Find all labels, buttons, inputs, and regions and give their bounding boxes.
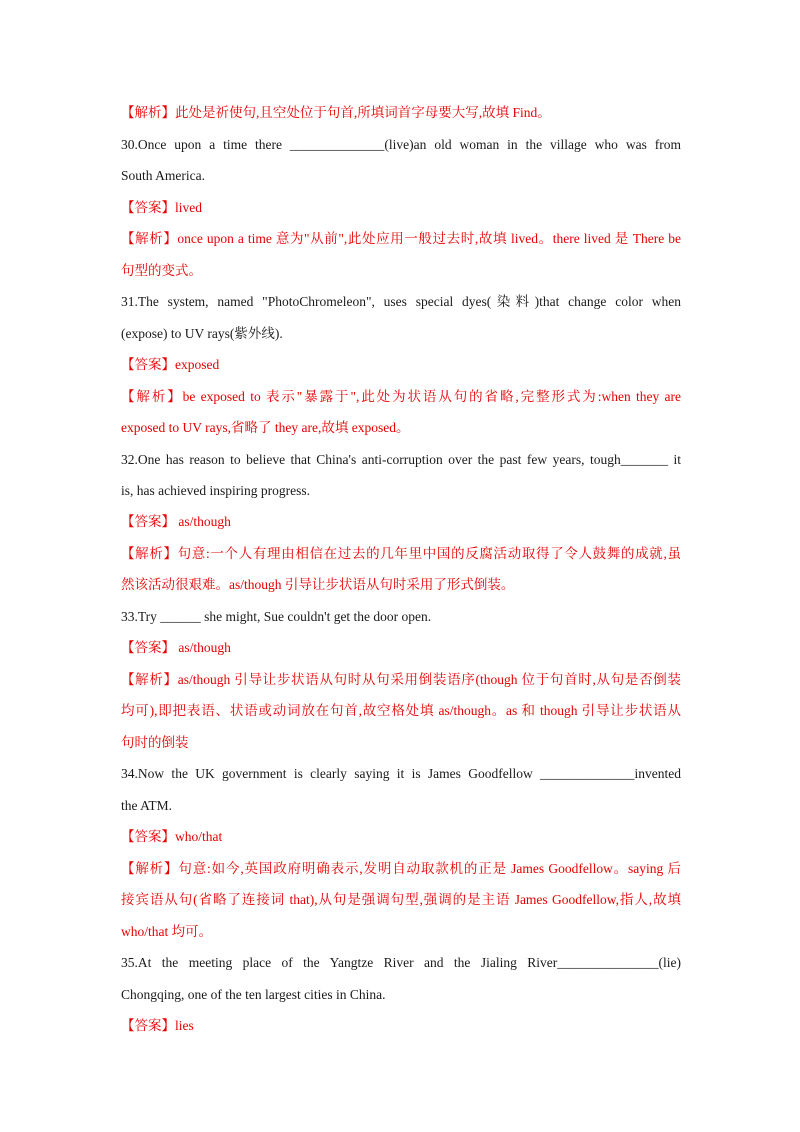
question-30-line-2: South America.	[121, 168, 205, 183]
explanation-30-line-1: 【解析】once upon a time 意为"从前",此处应用一般过去时,故填 lived。there lived 是 There be	[121, 231, 681, 246]
explanation-34-line-1: 【解析】句意:如今,英国政府明确表示,发明自动取款机的正是 James Goodfellow。saying 后	[121, 861, 681, 876]
explanation-29: 【解析】此处是祈使句,且空处位于句首,所填词首字母要大写,故填 Find。	[121, 105, 551, 120]
question-32-line-2: is, has achieved inspiring progress.	[121, 483, 310, 498]
explanation-32-line-2: 然该活动很艰难。as/though 引导让步状语从句时采用了形式倒装。	[121, 577, 515, 592]
answer-30: 【答案】lived	[121, 200, 202, 215]
question-31-line-1: 31.The system, named "PhotoChromeleon", uses special dyes(染料)that change color when	[121, 294, 681, 309]
explanation-34-line-2: 接宾语从句(省略了连接词 that),从句是强调句型,强调的是主语 James Goodfellow,指人,故填	[121, 892, 681, 907]
explanation-30-line-2: 句型的变式。	[121, 263, 202, 278]
explanation-34-line-3: who/that 均可。	[121, 924, 213, 939]
answer-34: 【答案】who/that	[121, 829, 223, 844]
question-30-line-1: 30.Once upon a time there ______________(live)an old woman in the village who was from	[121, 137, 681, 152]
explanation-33-line-2: 均可),即把表语、状语或动词放在句首,故空格处填 as/though。as 和 though 引导让步状语从	[121, 703, 681, 718]
question-35-line-1: 35.At the meeting place of the Yangtze River and the Jialing River_______________(lie)	[121, 955, 681, 970]
explanation-33-line-3: 句时的倒装	[121, 735, 189, 750]
explanation-32-line-1: 【解析】句意:一个人有理由相信在过去的几年里中国的反腐活动取得了令人鼓舞的成就,虽	[121, 546, 681, 561]
explanation-31-line-2: exposed to UV rays,省略了 they are,故填 exposed。	[121, 420, 410, 435]
question-31-line-2: (expose) to UV rays(紫外线).	[121, 326, 283, 341]
answer-31: 【答案】exposed	[121, 357, 220, 372]
question-34-line-1: 34.Now the UK government is clearly saying it is James Goodfellow ______________invented	[121, 766, 681, 781]
answer-32: 【答案】 as/though	[121, 514, 231, 529]
question-35-line-2: Chongqing, one of the ten largest cities in China.	[121, 987, 386, 1002]
explanation-31-line-1: 【解析】be exposed to 表示"暴露于",此处为状语从句的省略,完整形式为:when they are	[121, 389, 681, 404]
question-32-line-1: 32.One has reason to believe that China's anti-corruption over the past few years, tough_______ it	[121, 452, 681, 467]
question-34-line-2: the ATM.	[121, 798, 173, 813]
question-33: 33.Try ______ she might, Sue couldn't get the door open.	[121, 609, 432, 624]
explanation-33-line-1: 【解析】as/though 引导让步状语从句时从句采用倒装语序(though 位于句首时,从句是否倒装	[121, 672, 681, 687]
answer-35: 【答案】lies	[121, 1018, 194, 1033]
answer-33: 【答案】 as/though	[121, 640, 231, 655]
